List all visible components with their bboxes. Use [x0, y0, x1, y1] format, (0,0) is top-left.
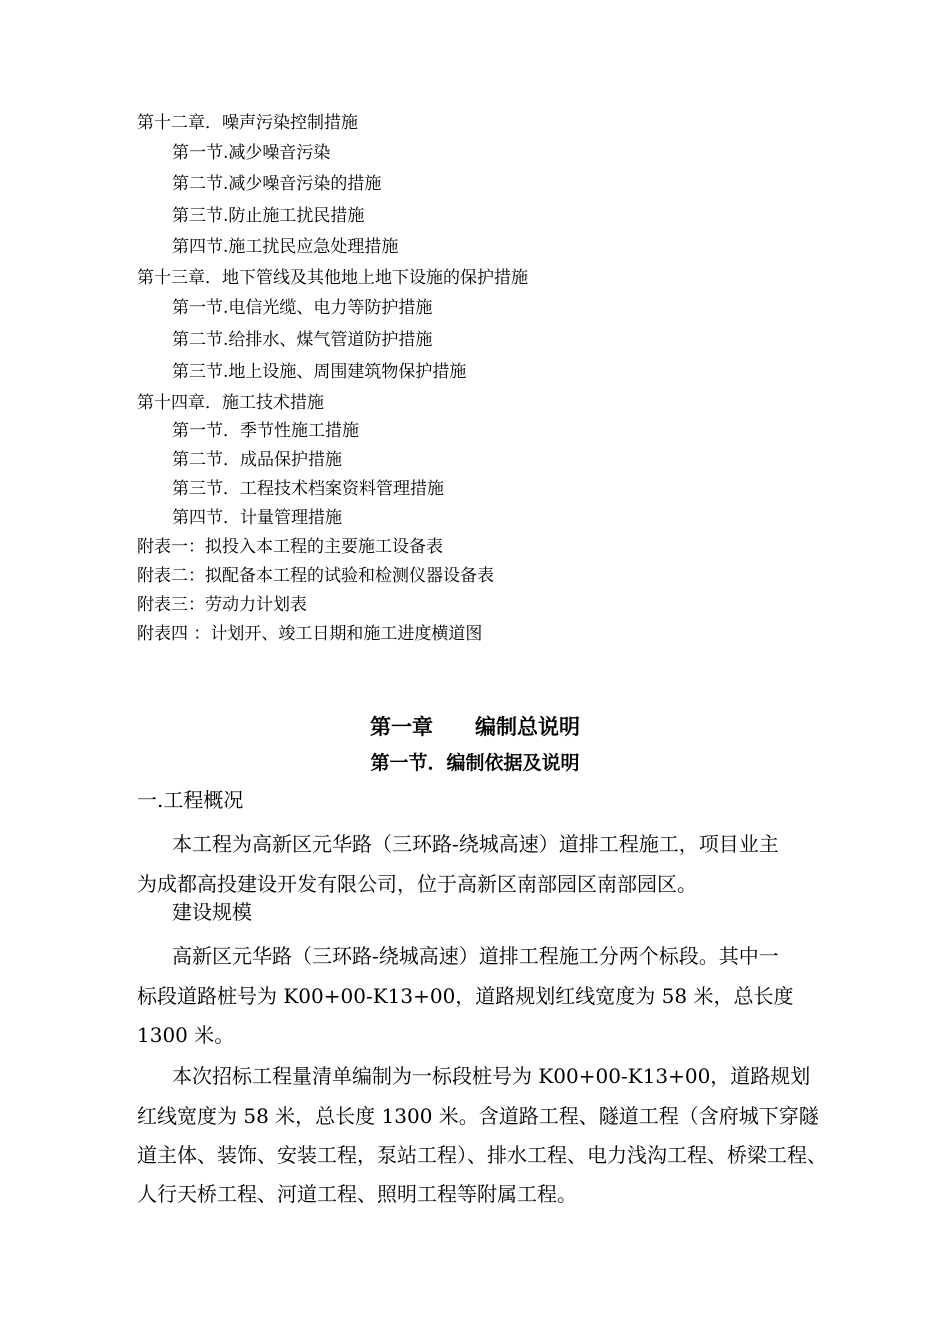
toc-section: 第四节.施工扰民应急处理措施 [172, 237, 399, 257]
section-title: 第一节．编制依据及说明 [370, 752, 580, 774]
toc-section: 第四节．计量管理措施 [172, 508, 342, 528]
toc-section: 第二节.减少噪音污染的措施 [172, 174, 382, 194]
toc-section: 第一节.减少噪音污染 [172, 143, 331, 163]
paragraph-line: 本次招标工程量清单编制为一标段桩号为 K00+00-K13+00，道路规划 [172, 1064, 811, 1088]
paragraph-line: 本工程为高新区元华路（三环路-绕城高速）道排工程施工，项目业主 [172, 832, 779, 856]
chapter-title: 第一章 编制总说明 [370, 715, 580, 739]
subheading: 一.工程概况 [137, 788, 244, 812]
paragraph-line: 道主体、装饰、安装工程，泵站工程）、排水工程、电力浅沟工程、桥梁工程、 [137, 1143, 827, 1167]
toc-appendix: 附表一：拟投入本工程的主要施工设备表 [137, 537, 443, 557]
paragraph-line: 1300 米。 [137, 1023, 235, 1047]
toc-section: 第三节.地上设施、周围建筑物保护措施 [172, 362, 467, 382]
toc-section: 第二节.给排水、煤气管道防护措施 [172, 330, 433, 350]
toc-chapter-13: 第十三章．地下管线及其他地上地下设施的保护措施 [137, 268, 528, 288]
paragraph-line: 为成都高投建设开发有限公司，位于高新区南部园区南部园区。 [137, 872, 697, 896]
subheading: 建设规模 [172, 900, 252, 924]
paragraph-line: 人行天桥工程、河道工程、照明工程等附属工程。 [137, 1182, 577, 1206]
toc-section: 第一节．季节性施工措施 [172, 421, 359, 441]
toc-section: 第三节.防止施工扰民措施 [172, 206, 365, 226]
toc-chapter-12: 第十二章．噪声污染控制措施 [137, 113, 358, 133]
toc-section: 第三节．工程技术档案资料管理措施 [172, 479, 444, 499]
paragraph-line: 红线宽度为 58 米，总长度 1300 米。含道路工程、隧道工程（含府城下穿隧 [137, 1104, 819, 1128]
toc-chapter-14: 第十四章．施工技术措施 [137, 393, 324, 413]
toc-appendix: 附表四 ：计划开、竣工日期和施工进度横道图 [137, 624, 483, 644]
paragraph-line: 高新区元华路（三环路-绕城高速）道排工程施工分两个标段。其中一 [172, 944, 779, 968]
toc-appendix: 附表二：拟配备本工程的试验和检测仪器设备表 [137, 566, 494, 586]
toc-appendix: 附表三：劳动力计划表 [137, 595, 307, 615]
paragraph-line: 标段道路桩号为 K00+00-K13+00，道路规划红线宽度为 58 米，总长度 [137, 984, 794, 1008]
toc-section: 第一节.电信光缆、电力等防护措施 [172, 298, 433, 318]
toc-section: 第二节．成品保护措施 [172, 450, 342, 470]
